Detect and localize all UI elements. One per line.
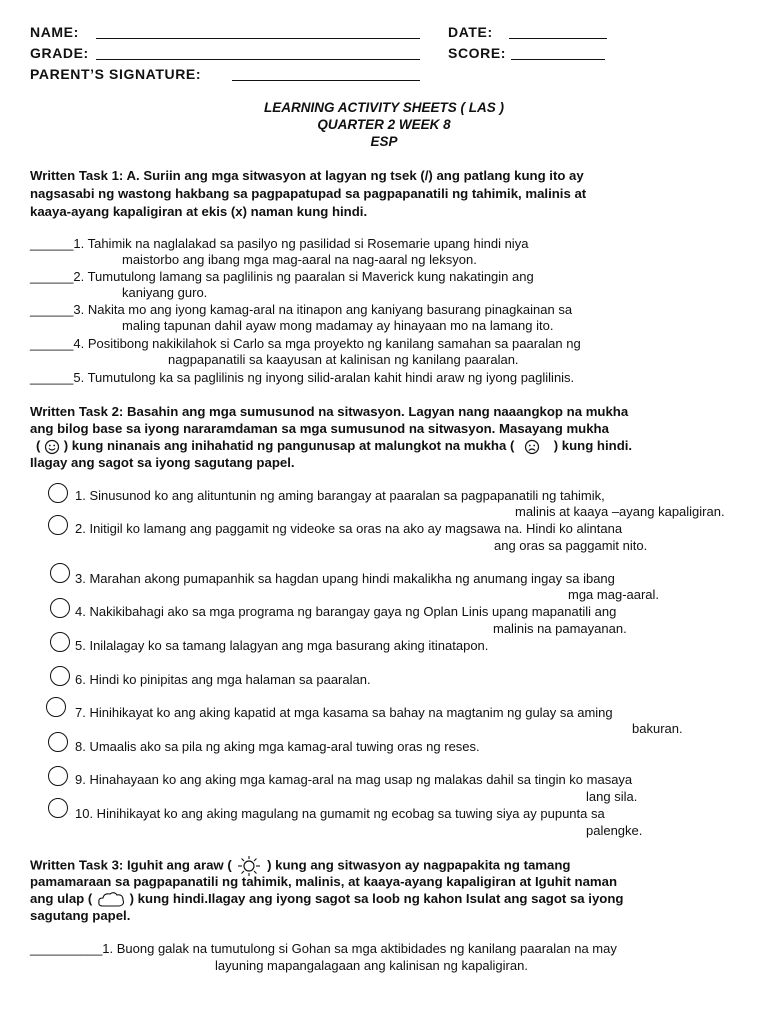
- task3-instruction-3: ang ulap ( ) kung hindi.Ilagay ang iyong sagot sa loob ng kahon Isulat ang sagot sa iyong: [30, 890, 742, 909]
- parent-signature-line: [232, 80, 420, 81]
- parent-signature-label: PARENT’S SIGNATURE:: [30, 66, 202, 82]
- task1-item-1: ______1. Tahimik na naglalakad sa pasilyo ng pasilidad si Rosemarie upang hindi niya: [30, 236, 529, 251]
- task2-item-8: 8. Umaalis ako sa pila ng aking mga kamag-aral tuwing oras ng reses.: [75, 739, 480, 754]
- task2-item-6: 6. Hindi ko pinipitas ang mga halaman sa paaralan.: [75, 672, 371, 687]
- task2-item-7-cont: bakuran.: [632, 721, 683, 736]
- task3-instruction-2: pamamaraan sa pagpapanatili ng tahimik, malinis, at kaaya-ayang kapaligiran at Iguhit naman: [30, 874, 618, 889]
- answer-circle-6[interactable]: [50, 666, 70, 686]
- task1-item-3: ______3. Nakita mo ang iyong kamag-aral na itinapon ang kaniyang basurang pinagkainan sa: [30, 302, 573, 317]
- task2-instruction-3: ( ) kung ninanais ang inihahatid ng pangunusap at malungkot na mukha ( ) kung hindi.: [36, 438, 633, 453]
- task2-item-4-cont: malinis na pamayanan.: [493, 621, 627, 636]
- task3-instruction-1: Written Task 3: Iguhit ang araw ( ) kung ang sitwasyon ay nagpapakita ng tamang: [30, 855, 742, 877]
- task2-item-7: 7. Hinihikayat ko ang aking kapatid at mga kasama sa bahay na magtanim ng gulay sa aming: [75, 705, 613, 720]
- task2-item-3: 3. Marahan akong pumapanhik sa hagdan upang hindi makalikha ng anumang ingay sa ibang: [75, 571, 615, 586]
- name-label: NAME:: [30, 24, 79, 40]
- task2-item-10-cont: palengke.: [586, 823, 643, 838]
- answer-circle-10[interactable]: [48, 798, 68, 818]
- cloud-icon: [96, 891, 126, 909]
- task1-item-4: ______4. Positibong nakikilahok si Carlo sa mga proyekto ng kanilang samahan sa paaralan ng: [30, 336, 581, 351]
- task2-item-2-cont: ang oras sa paggamit nito.: [494, 538, 648, 553]
- task1-item-4-cont: nagpapanatili sa kaayusan at kalinisan ng kanilang paaralan.: [168, 352, 519, 367]
- task2-instruction-4: Ilagay ang sagot sa iyong sagutang papel.: [30, 455, 295, 470]
- answer-circle-2[interactable]: [48, 515, 68, 535]
- task2-item-10: 10. Hinihikayat ko ang aking magulang na gumamit ng ecobag sa tuwing siya ay pupunta sa: [75, 806, 605, 821]
- task1-item-1-cont: maistorbo ang ibang mga mag-aaral na nag-aaral ng leksyon.: [122, 252, 477, 267]
- task2-item-3-cont: mga mag-aaral.: [568, 587, 660, 602]
- answer-circle-3[interactable]: [50, 563, 70, 583]
- happy-face-icon: [44, 439, 60, 455]
- task2-item-1-cont: malinis at kaaya –ayang kapaligiran.: [515, 504, 725, 519]
- task2-instruction-2: ang bilog base sa iyong nararamdaman sa mga sumusunod na sitwasyon. Masayang mukha: [30, 421, 609, 436]
- sad-face-icon: [524, 439, 540, 455]
- score-line: [511, 59, 605, 60]
- answer-circle-9[interactable]: [48, 766, 68, 786]
- task2-item-5: 5. Inilalagay ko sa tamang lalagyan ang mga basurang aking itinatapon.: [75, 638, 489, 653]
- task3-item-1: __________1. Buong galak na tumutulong si Gohan sa mga aktibidades ng kanilang paaralan na may: [30, 941, 617, 956]
- task2-item-2: 2. Initigil ko lamang ang paggamit ng videoke sa oras na ako ay magsawa na. Hindi ko alintana: [75, 521, 623, 536]
- task1-instruction-3: kaaya-ayang kapaligiran at ekis (x) naman kung hindi.: [30, 204, 368, 219]
- task2-item-1: 1. Sinusunod ko ang alituntunin ng aming barangay at paaralan sa pagpapanatili ng tahimik,: [75, 488, 605, 503]
- task3-instruction-4: sagutang papel.: [30, 908, 131, 923]
- answer-circle-8[interactable]: [48, 732, 68, 752]
- name-line: [96, 38, 420, 39]
- answer-circle-4[interactable]: [50, 598, 70, 618]
- task1-item-2: ______2. Tumutulong lamang sa paglilinis ng paaralan si Maverick kung nakatingin ang: [30, 269, 534, 284]
- date-label: DATE:: [448, 24, 493, 40]
- answer-circle-1[interactable]: [48, 483, 68, 503]
- answer-circle-7[interactable]: [46, 697, 66, 717]
- task1-instruction-1: Written Task 1: A. Suriin ang mga sitwasyon at lagyan ng tsek (/) ang patlang kung ito ay: [30, 168, 584, 183]
- task1-item-2-cont: kaniyang guro.: [122, 285, 208, 300]
- task2-item-4: 4. Nakikibahagi ako sa mga programa ng barangay gaya ng Oplan Linis upang mapanatili ang: [75, 604, 617, 619]
- grade-label: GRADE:: [30, 45, 89, 61]
- task2-instruction-1: Written Task 2: Basahin ang mga sumusunod na sitwasyon. Lagyan nang naaangkop na mukha: [30, 404, 629, 419]
- task1-item-3-cont: maling tapunan dahil ayaw mong madamay ay hinayaan mo na lamang ito.: [122, 318, 554, 333]
- title-subject: ESP: [370, 134, 398, 149]
- task1-instruction-2: nagsasabi ng wastong hakbang sa pagpapatupad sa pagpapanatili ng tahimik, malinis at: [30, 186, 587, 201]
- task2-item-9-cont: lang sila.: [586, 789, 638, 804]
- task2-item-9: 9. Hinahayaan ko ang aking mga kamag-aral na mag usap ng malakas dahil sa tingin ko masaya: [75, 772, 633, 787]
- date-line: [509, 38, 607, 39]
- title-quarter: QUARTER 2 WEEK 8: [317, 117, 451, 132]
- title-las: LEARNING ACTIVITY SHEETS ( LAS ): [263, 100, 504, 115]
- score-label: SCORE:: [448, 45, 507, 61]
- grade-line: [96, 59, 420, 60]
- answer-circle-5[interactable]: [50, 632, 70, 652]
- task3-item-1-cont: layuning mapangalagaan ang kalinisan ng kapaligiran.: [215, 958, 528, 973]
- task1-item-5: ______5. Tumutulong ka sa paglilinis ng inyong silid-aralan kahit hindi araw ng iyong paglilinis.: [30, 370, 575, 385]
